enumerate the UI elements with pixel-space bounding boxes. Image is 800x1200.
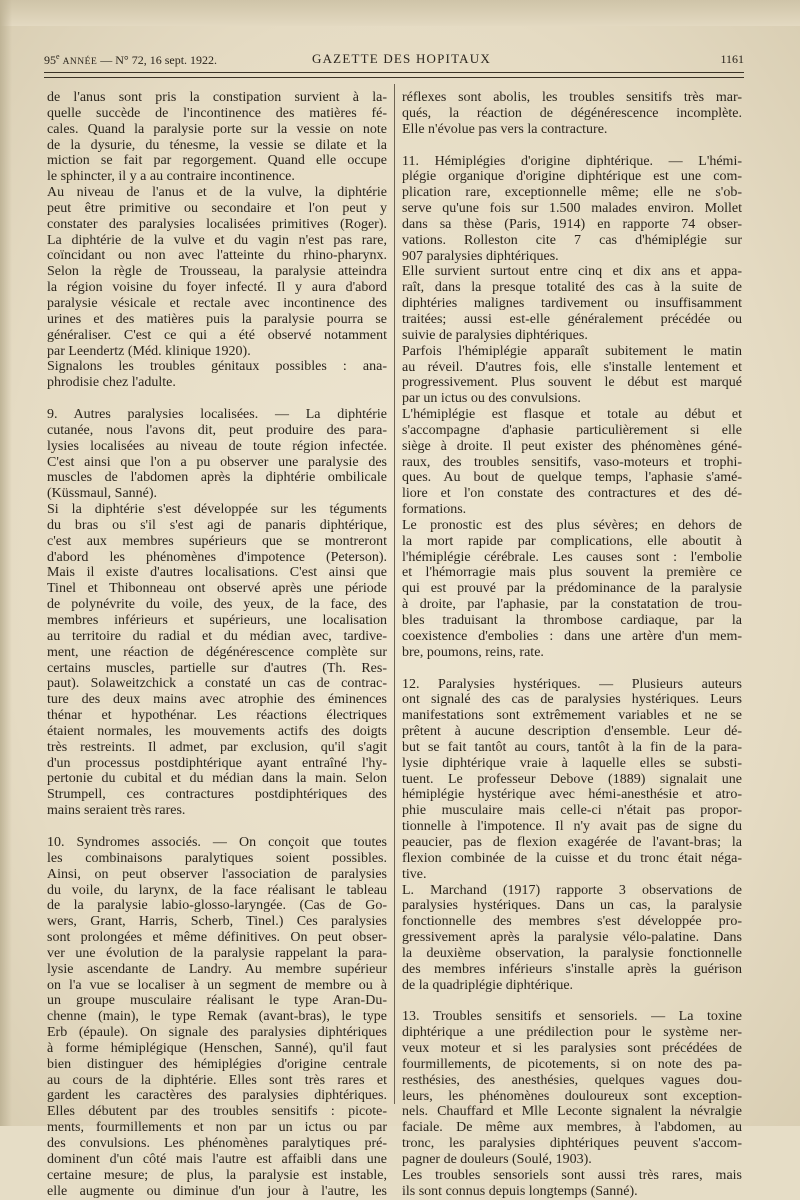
- text-line: ils sont connus depuis longtemps (Sanné).: [402, 1183, 638, 1199]
- text-line: le sphincter, il y a au contraire incontinence.: [47, 169, 295, 185]
- text-line: Strumpell, ces contractures postdiphtériques des: [47, 787, 387, 803]
- text-line: ment, une réaction de dégénérescence complète sur: [47, 644, 387, 660]
- text-line: tronc, les paralysies diphtériques peuvent s'accom-: [402, 1136, 742, 1152]
- issue-number-date: — N° 72, 16 sept. 1922.: [100, 53, 218, 67]
- text-line: des membres inférieurs s'installe après la guérison: [402, 961, 742, 977]
- text-line: elle augmente ou diminue d'un jour à l'autre, les: [47, 1183, 387, 1199]
- text-line: généraliser. C'est ce qui a été observé notamment: [47, 327, 387, 343]
- text-line: qués, la réaction de dégénérescence incomplète.: [402, 105, 742, 121]
- text-line: de la dysurie, du ténesme, la vessie se dilate et la: [47, 137, 387, 153]
- text-line: Elle n'évolue pas vers la contracture.: [402, 121, 608, 137]
- page-top-edge: [0, 0, 800, 26]
- text-line: plégie organique d'origine diphtérique est une com-: [402, 169, 742, 185]
- text-line: bles traduisant la thrombose cardiaque, par la: [402, 613, 742, 628]
- text-line: lysies localisées au niveau de toute région infectée.: [47, 438, 387, 454]
- text-line: vations. Rolleston cite 7 cas d'hémiplégie sur: [402, 232, 742, 248]
- text-line: on l'a vue se localiser à un segment de membre ou à: [47, 977, 387, 993]
- text-line: Mais il existe d'autres localisations. C'est ainsi que: [47, 565, 387, 581]
- text-line: Les troubles sensoriels sont aussi très rares, mais: [402, 1167, 742, 1183]
- journal-title: GAZETTE DES HOPITAUX: [312, 51, 491, 66]
- year-word: ANNÉE: [62, 57, 98, 67]
- left-column: [47, 90, 387, 1199]
- text-line: mains seraient très rares.: [47, 803, 186, 819]
- text-line: 11. Hémiplégies d'origine diphtérique. — L'hémi-: [402, 153, 742, 169]
- text-line: liore et l'on constate des contractures et des dé-: [402, 486, 742, 502]
- text-line: (Küssmaul, Sanné).: [47, 486, 158, 502]
- header-rule-thin: [44, 77, 744, 78]
- text-line: de polynévrite du voile, des yeux, de la face, des: [47, 597, 387, 613]
- text-line: tuent. Le professeur Debove (1889) signalait une: [402, 771, 742, 787]
- text-line: Selon la règle de Trousseau, la paralysie atteindra: [47, 264, 387, 280]
- text-line: Si la diphtérie s'est développée sur les téguments: [47, 502, 387, 518]
- column-divider: [394, 84, 395, 1104]
- text-line: ver une évolution de la paralysie rappelant la para-: [47, 945, 387, 961]
- text-line: paut). Solaweitzchick a constaté un cas de contrac-: [47, 676, 387, 692]
- text-line: plication rare, exceptionnelle même; elle ne s'ob-: [402, 185, 742, 201]
- text-line: au territoire du radial et du médian avec, tardive-: [47, 628, 387, 644]
- text-line: d'abord les phénomènes d'impotence (Peterson).: [47, 549, 387, 565]
- text-line: dominent d'un côté mais l'autre est affaibli dans une: [47, 1151, 387, 1167]
- text-line: prêtent à aucune description d'ensemble. Leur dé-: [402, 724, 742, 740]
- text-line: par Leendertz (Méd. klinique 1920).: [47, 343, 251, 359]
- text-line: L'hémiplégie est flasque et totale au début et: [402, 407, 742, 423]
- text-line: Le pronostic est des plus sévères; en dehors de: [402, 517, 742, 533]
- text-line: tionnelle à l'impotence. Il n'y avait pas de signe du: [402, 819, 742, 835]
- text-line: resthésies, des anesthésies, quelques vagues dou-: [402, 1072, 742, 1088]
- text-line: pertonie du cubital et du médian dans la main. Selon: [47, 771, 387, 787]
- text-line: gardent les caractères des paralysies diphtériques.: [47, 1088, 387, 1104]
- text-line: bre, poumons, reins, rate.: [402, 644, 544, 660]
- text-line: ont signalé des cas de paralysies hystériques. Leurs: [402, 692, 742, 708]
- year-number: 95: [44, 53, 56, 67]
- text-line: paralysie vésicale et rectale avec incontinence des: [47, 295, 387, 311]
- text-line: 10. Syndromes associés. — On conçoit que toutes: [47, 834, 387, 850]
- text-line: nels. Chauffard et Mlle Leconte signalent la névralgie: [402, 1104, 742, 1120]
- text-line: 9. Autres paralysies localisées. — La diphtérie: [47, 407, 387, 423]
- section-gap: [402, 661, 742, 677]
- section-gap: [47, 819, 387, 835]
- text-line: thénar et hypothénar. Les réactions électriques: [47, 708, 387, 724]
- text-line: L. Marchand (1917) rapporte 3 observations de: [402, 882, 742, 898]
- text-line: dans sa thèse (Paris, 1914) en rapporte 74 obser-: [402, 216, 742, 232]
- text-line: étaient normales, les mouvements actifs des doigts: [47, 723, 387, 739]
- text-line: peaucier, pas de flexion exagérée de l'avant-bras; la: [402, 834, 742, 850]
- text-line: coexistence d'embolies : dans une artère d'un mem-: [402, 628, 742, 644]
- text-line: leurs, les phénomènes douloureux sont exception-: [402, 1088, 742, 1104]
- text-line: hémiplégie hystérique avec hémi-anesthésie et atro-: [402, 787, 742, 803]
- text-line: tive.: [402, 866, 427, 882]
- text-line: miction se fait par regorgement. Quand elle occupe: [47, 153, 387, 169]
- text-line: et l'hémorragie mais plus souvent la première ce: [402, 565, 742, 581]
- text-line: à forme hémiplégique (Henschen, Sanné), qu'il faut: [47, 1040, 387, 1056]
- text-line: Elles débutent par des troubles sensitifs : picote-: [47, 1104, 387, 1120]
- text-line: sont prolongées et même définitives. On peut obser-: [47, 930, 387, 946]
- text-line: La diphtérie de la vulve et du vagin n'est pas rare,: [47, 232, 387, 248]
- text-line: peut être primitive ou secondaire et l'on peut y: [47, 200, 387, 216]
- text-line: fourmillements, de picotements, si on note des pa-: [402, 1056, 742, 1072]
- text-line: phie musculaire mais celle-ci n'était pas propor-: [402, 803, 742, 819]
- right-column: [402, 90, 742, 1200]
- text-line: cutanée, nous l'avons dit, peut produire des para-: [47, 422, 387, 438]
- text-line: la région voisine du foyer infecté. Il y aura d'abord: [47, 280, 387, 296]
- text-line: Ainsi, on peut observer l'association de paralysies: [47, 866, 387, 882]
- text-line: les combinaisons paralytiques soient possibles.: [47, 850, 387, 866]
- text-line: bien distinguer des hémiplégies d'origine centrale: [47, 1056, 387, 1072]
- text-line: muscles de l'abdomen après la diphtérie ombilicale: [47, 470, 387, 486]
- text-line: phrodisie chez l'adulte.: [47, 375, 176, 391]
- text-line: progressivement. Plus souvent le début est marqué: [402, 375, 742, 391]
- text-line: manifestations sont extrêmement variables et ne se: [402, 708, 742, 724]
- text-line: par un ictus ou des convulsions.: [402, 391, 581, 407]
- text-line: des convulsions. Les phénomènes paralytiques pré-: [47, 1136, 387, 1151]
- text-line: du bras ou s'il s'est agi de panaris diphtérique,: [47, 517, 387, 533]
- text-line: diphtérique a une prédilection pour le système ner-: [402, 1025, 742, 1041]
- text-line: ments, fourmillements et non par un ictus ou par: [47, 1120, 387, 1136]
- text-line: but se fait tantôt au cours, tantôt à la fin de la para-: [402, 739, 742, 755]
- text-line: du voile, du larynx, de la face réalisant le tableau: [47, 882, 387, 898]
- text-line: d'un processus postdiphtérique ayant entraîné l'hy-: [47, 755, 387, 771]
- text-line: certains muscles, partielle sur d'autres (Th. Res-: [47, 660, 387, 676]
- text-line: à droite, par l'aphasie, par la constatation de trou-: [402, 597, 742, 613]
- text-line: de la paralysie labio-glosso-laryngée. (Cas de Go-: [47, 898, 387, 914]
- text-line: cales. Quand la paralysie porte sur la vessie on note: [47, 121, 387, 137]
- text-line: gressivement après la paralysie vélo-palatine. Dans: [402, 930, 742, 946]
- text-line: Elle survient surtout entre cinq et dix ans et appa-: [402, 264, 742, 280]
- year-sup: e: [56, 52, 60, 61]
- text-line: au cours de la diphtérie. Elles sont très rares et: [47, 1072, 387, 1088]
- text-line: qui est prouvé par la prédominance de la paralysie: [402, 581, 742, 597]
- text-line: C'est ainsi que l'on a pu observer une paralysie des: [47, 454, 387, 470]
- text-line: wers, Grant, Harris, Scherb, Tinel.) Ces paralysies: [47, 914, 387, 930]
- text-line: urines et des matières puis la paralysie pourra se: [47, 311, 387, 327]
- text-line: certaine mesure; de plus, la paralysie est instable,: [47, 1167, 387, 1183]
- text-line: paralysies hystériques. Dans un cas, la paralysie: [402, 898, 742, 914]
- text-line: Signalons les troubles génitaux possibles : ana-: [47, 359, 387, 375]
- text-line: un groupe musculaire réalisant le type Aran-Du-: [47, 993, 387, 1009]
- text-line: Au niveau de l'anus et de la vulve, la diphtérie: [47, 185, 387, 201]
- text-line: membres inférieurs et supérieurs, une localisation: [47, 613, 387, 628]
- text-line: réflexes sont abolis, les troubles sensitifs très mar-: [402, 90, 742, 105]
- text-line: serve qu'une fois sur 1.500 malades environ. Mollet: [402, 201, 742, 217]
- section-gap: [402, 993, 742, 1009]
- text-line: raux, des troubles sensitifs, vaso-moteurs et trophi-: [402, 454, 742, 470]
- text-line: diphtéries malignes tardivement ou insuffisamment: [402, 296, 742, 312]
- text-line: c'est aux membres supérieurs que se montreront: [47, 533, 387, 549]
- text-line: 12. Paralysies hystériques. — Plusieurs auteurs: [402, 676, 742, 692]
- text-line: la mort rapide par complications, elle aboutit à: [402, 533, 742, 549]
- page-binding-shadow: [0, 0, 12, 1126]
- text-line: au réveil. D'autres fois, elle s'installe lentement et: [402, 359, 742, 375]
- text-line: ques. Au bout de quelque temps, l'aphasie s'amé-: [402, 470, 742, 486]
- text-line: lysie diphtérique vraie à laquelle elles se substi-: [402, 755, 742, 771]
- text-line: Erb (épaule). On signale des paralysies diphtériques: [47, 1025, 387, 1041]
- text-line: de l'anus sont pris la constipation survient à la-: [47, 90, 387, 105]
- text-line: 907 paralysies diphtériques.: [402, 248, 559, 264]
- text-line: l'hémiplégie cérébrale. Les causes sont : l'embolie: [402, 549, 742, 565]
- text-line: coïncidant ou non avec l'atteinte du rhino-pharynx.: [47, 248, 387, 264]
- page-number: 1161: [720, 52, 744, 66]
- text-line: quelle succède de l'incontinence des matières fé-: [47, 105, 387, 121]
- text-line: formations.: [402, 502, 467, 518]
- text-line: de la quadriplégie diphtérique.: [402, 977, 574, 993]
- text-line: Tinel et Thibonneau ont observé après une période: [47, 581, 387, 597]
- text-line: constater des paralysies localisées primitives (Roger).: [47, 216, 387, 232]
- text-line: s'accompagne d'aphasie particulièrement si elle: [402, 422, 742, 438]
- text-line: lysie ascendante de Landry. Au membre supérieur: [47, 961, 387, 977]
- text-line: traitées; aussi est-elle généralement précédée ou: [402, 311, 742, 327]
- text-line: pagner de douleurs (Soulé, 1903).: [402, 1152, 592, 1167]
- text-line: suivie de paralysies diphtériques.: [402, 327, 588, 343]
- section-gap: [47, 391, 387, 407]
- text-line: faciale. De même aux membres, à l'abdomen, au: [402, 1120, 742, 1136]
- text-line: flexion combinée de la cuisse et du tronc était néga-: [402, 850, 742, 866]
- issue-info: [44, 52, 217, 68]
- text-line: la deuxième observation, la paralysie fonctionnelle: [402, 945, 742, 961]
- text-line: ture des deux mains avec atrophie des éminences: [47, 692, 387, 708]
- header-rule-thick: [44, 72, 744, 73]
- text-line: très restreints. Il admet, par exclusion, qu'il s'agit: [47, 739, 387, 755]
- text-line: fonctionnelle des membres s'est développée pro-: [402, 914, 742, 930]
- running-header: [44, 50, 744, 70]
- text-line: veux moteur et si les paralysies sont précédées de: [402, 1041, 742, 1057]
- text-line: Parfois l'hémiplégie apparaît subitement le matin: [402, 343, 742, 359]
- text-line: siège à droite. Il peut exister des phénomènes géné-: [402, 438, 742, 454]
- text-line: chenne (main), le type Remak (avant-bras), le type: [47, 1009, 387, 1025]
- text-line: 13. Troubles sensitifs et sensoriels. — La toxine: [402, 1009, 742, 1025]
- section-gap: [402, 138, 742, 154]
- text-line: raît, dans la presque totalité des cas à la suite de: [402, 280, 742, 296]
